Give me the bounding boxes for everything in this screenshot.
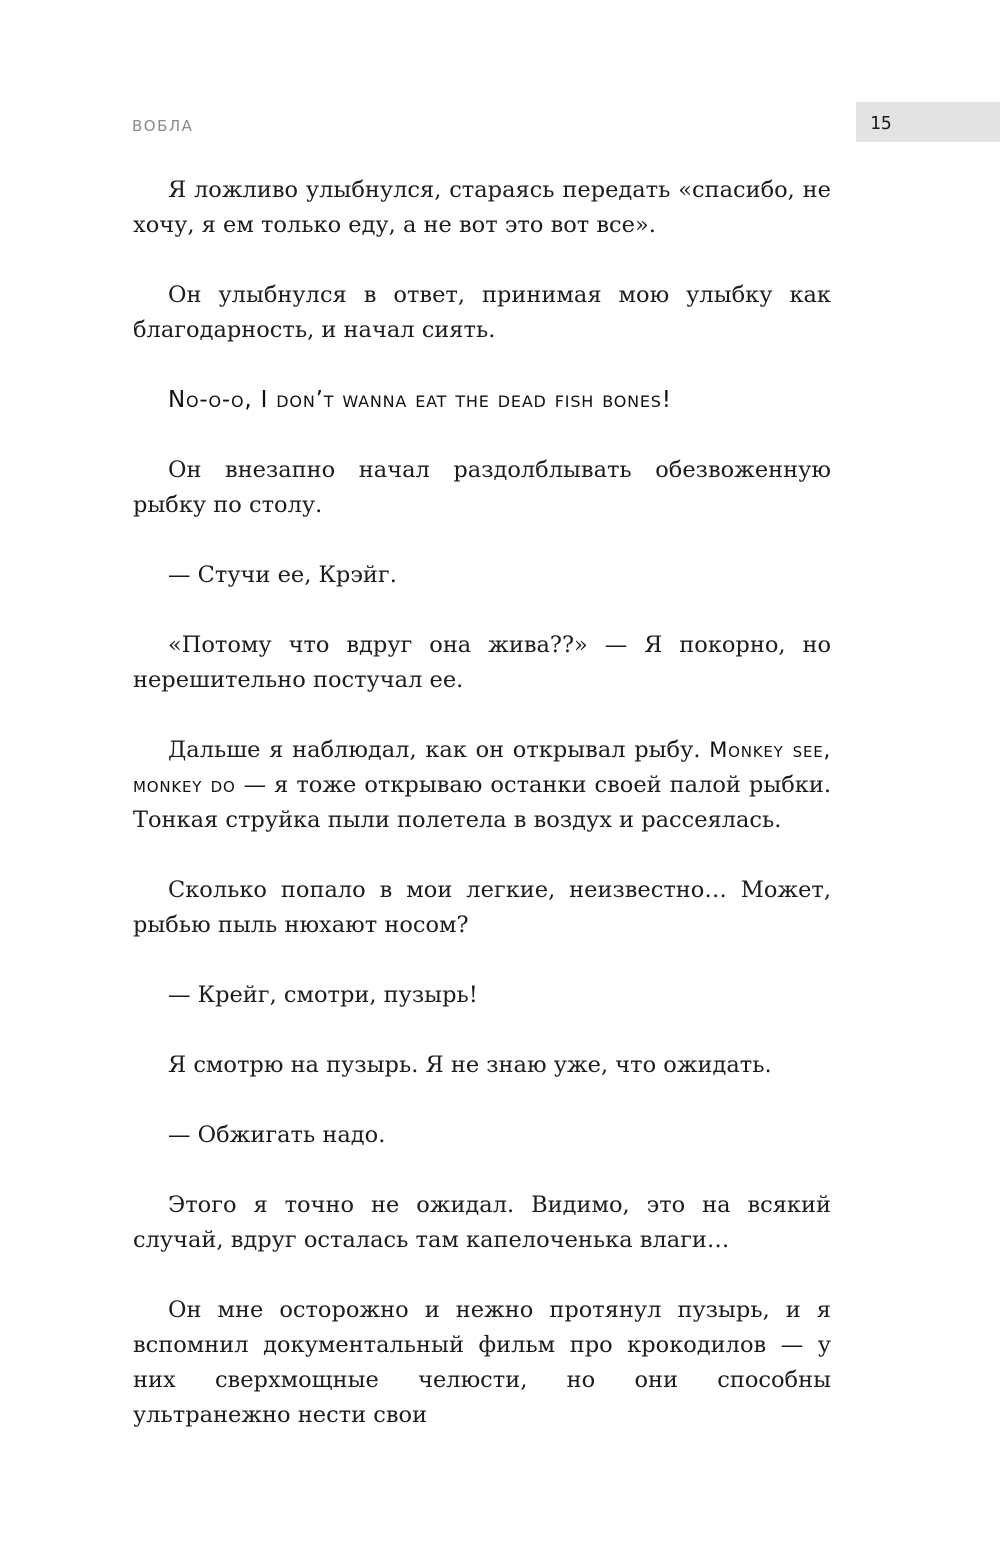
page-number-box: [856, 102, 1000, 142]
page-number: 15: [870, 113, 892, 134]
paragraph-text: Дальше я наблюдал, как он открывал рыбу.: [168, 737, 710, 763]
body-text: [133, 173, 831, 1468]
running-title: ВОБЛА: [132, 117, 194, 135]
paragraph: Он улыбнулся в ответ, принимая мою улыбку как благодарность, и начал сиять.: [133, 282, 831, 343]
paragraph: Я ложливо улыбнулся, стараясь передать «спасибо, не хочу, я ем только еду, а не вот это вот все».: [133, 177, 831, 238]
handwritten-line: No-o-o, I don’t wanna eat the dead fish bones!: [168, 387, 672, 413]
paragraph: Он внезапно начал раздолблывать обезвоженную рыбку по столу.: [133, 457, 831, 518]
paragraph: Сколько попало в мои легкие, неизвестно… Может, рыбью пыль нюхают носом?: [133, 877, 831, 938]
dialog-line: — Обжигать надо.: [168, 1122, 386, 1148]
handwritten-phrase: Monkey see, monkey do: [133, 738, 831, 797]
paragraph: Я смотрю на пузырь. Я не знаю уже, что ожидать.: [168, 1052, 772, 1078]
paragraph: Этого я точно не ожидал. Видимо, это на всякий случай, вдруг осталась там капелоченька влаги…: [133, 1192, 831, 1253]
dialog-line: — Крейг, смотри, пузырь!: [168, 982, 478, 1008]
paragraph: «Потому что вдруг она жива??» — Я покорно, но нерешительно постучал ее.: [133, 632, 831, 693]
dialog-line: — Стучи ее, Крэйг.: [168, 562, 397, 588]
paragraph: Он мне осторожно и нежно протянул пузырь, и я вспомнил документальный фильм про крокодилов — у них сверхмощные челюсти, но они способны ультранежно нести свои: [133, 1297, 831, 1428]
paragraph-text: — я тоже открываю останки своей палой рыбки. Тонкая струйка пыли полетела в воздух и рассеялась.: [133, 772, 831, 833]
paragraph: [133, 733, 831, 838]
